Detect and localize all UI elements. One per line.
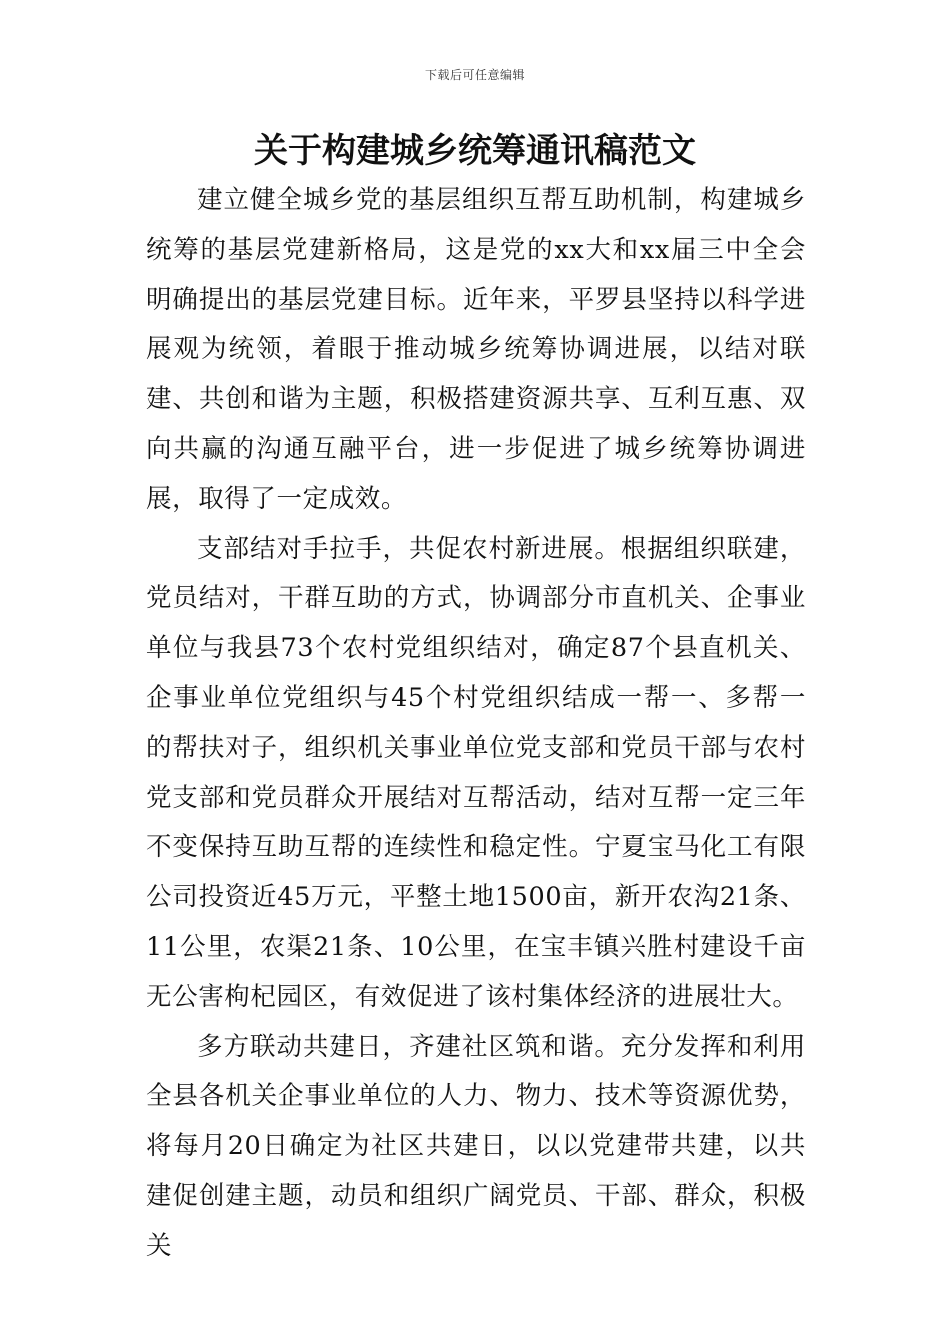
document-title: 关于构建城乡统筹通讯稿范文	[254, 131, 696, 171]
header-note: 下载后可任意编辑	[424, 68, 525, 82]
document-body	[146, 176, 806, 1272]
paragraph-branch-pairing: 支部结对手拉手，共促农村新进展。根据组织联建，党员结对，干群互助的方式，协调部分市直机关、企事业单位与我县73个农村党组织结对，确定87个县直机关、企事业单位党组织与45个村党组织结成一帮一、多帮一的帮扶对子，组织机关事业单位党支部和党员干部与农村党支部和党员群众开展结对互帮活动，结对互帮一定三年不变保持互助互帮的连续性和稳定性。宁夏宝马化工有限公司投资近45万元，平整土地1500亩，新开农沟21条、11公里，农渠21条、10公里，在宝丰镇兴胜村建设千亩无公害枸杞园区，有效促进了该村集体经济的进展壮大。	[146, 533, 806, 1012]
paragraph-intro: 建立健全城乡党的基层组织互帮互助机制，构建城乡统筹的基层党建新格局，这是党的xx大和xx届三中全会明确提出的基层党建目标。近年来，平罗县坚持以科学进展观为统领，着眼于推动城乡统筹协调进展，以结对联建、共创和谐为主题，积极搭建资源共享、互利互惠、双向共赢的沟通互融平台，进一步促进了城乡统筹协调进展，取得了一定成效。	[146, 185, 806, 514]
paragraph-community-day: 多方联动共建日，齐建社区筑和谐。充分发挥和利用全县各机关企事业单位的人力、物力、技术等资源优势，将每月20日确定为社区共建日，以以党建带共建，以共建促创建主题，动员和组织广阔党员、干部、群众，积极关	[146, 1031, 806, 1261]
